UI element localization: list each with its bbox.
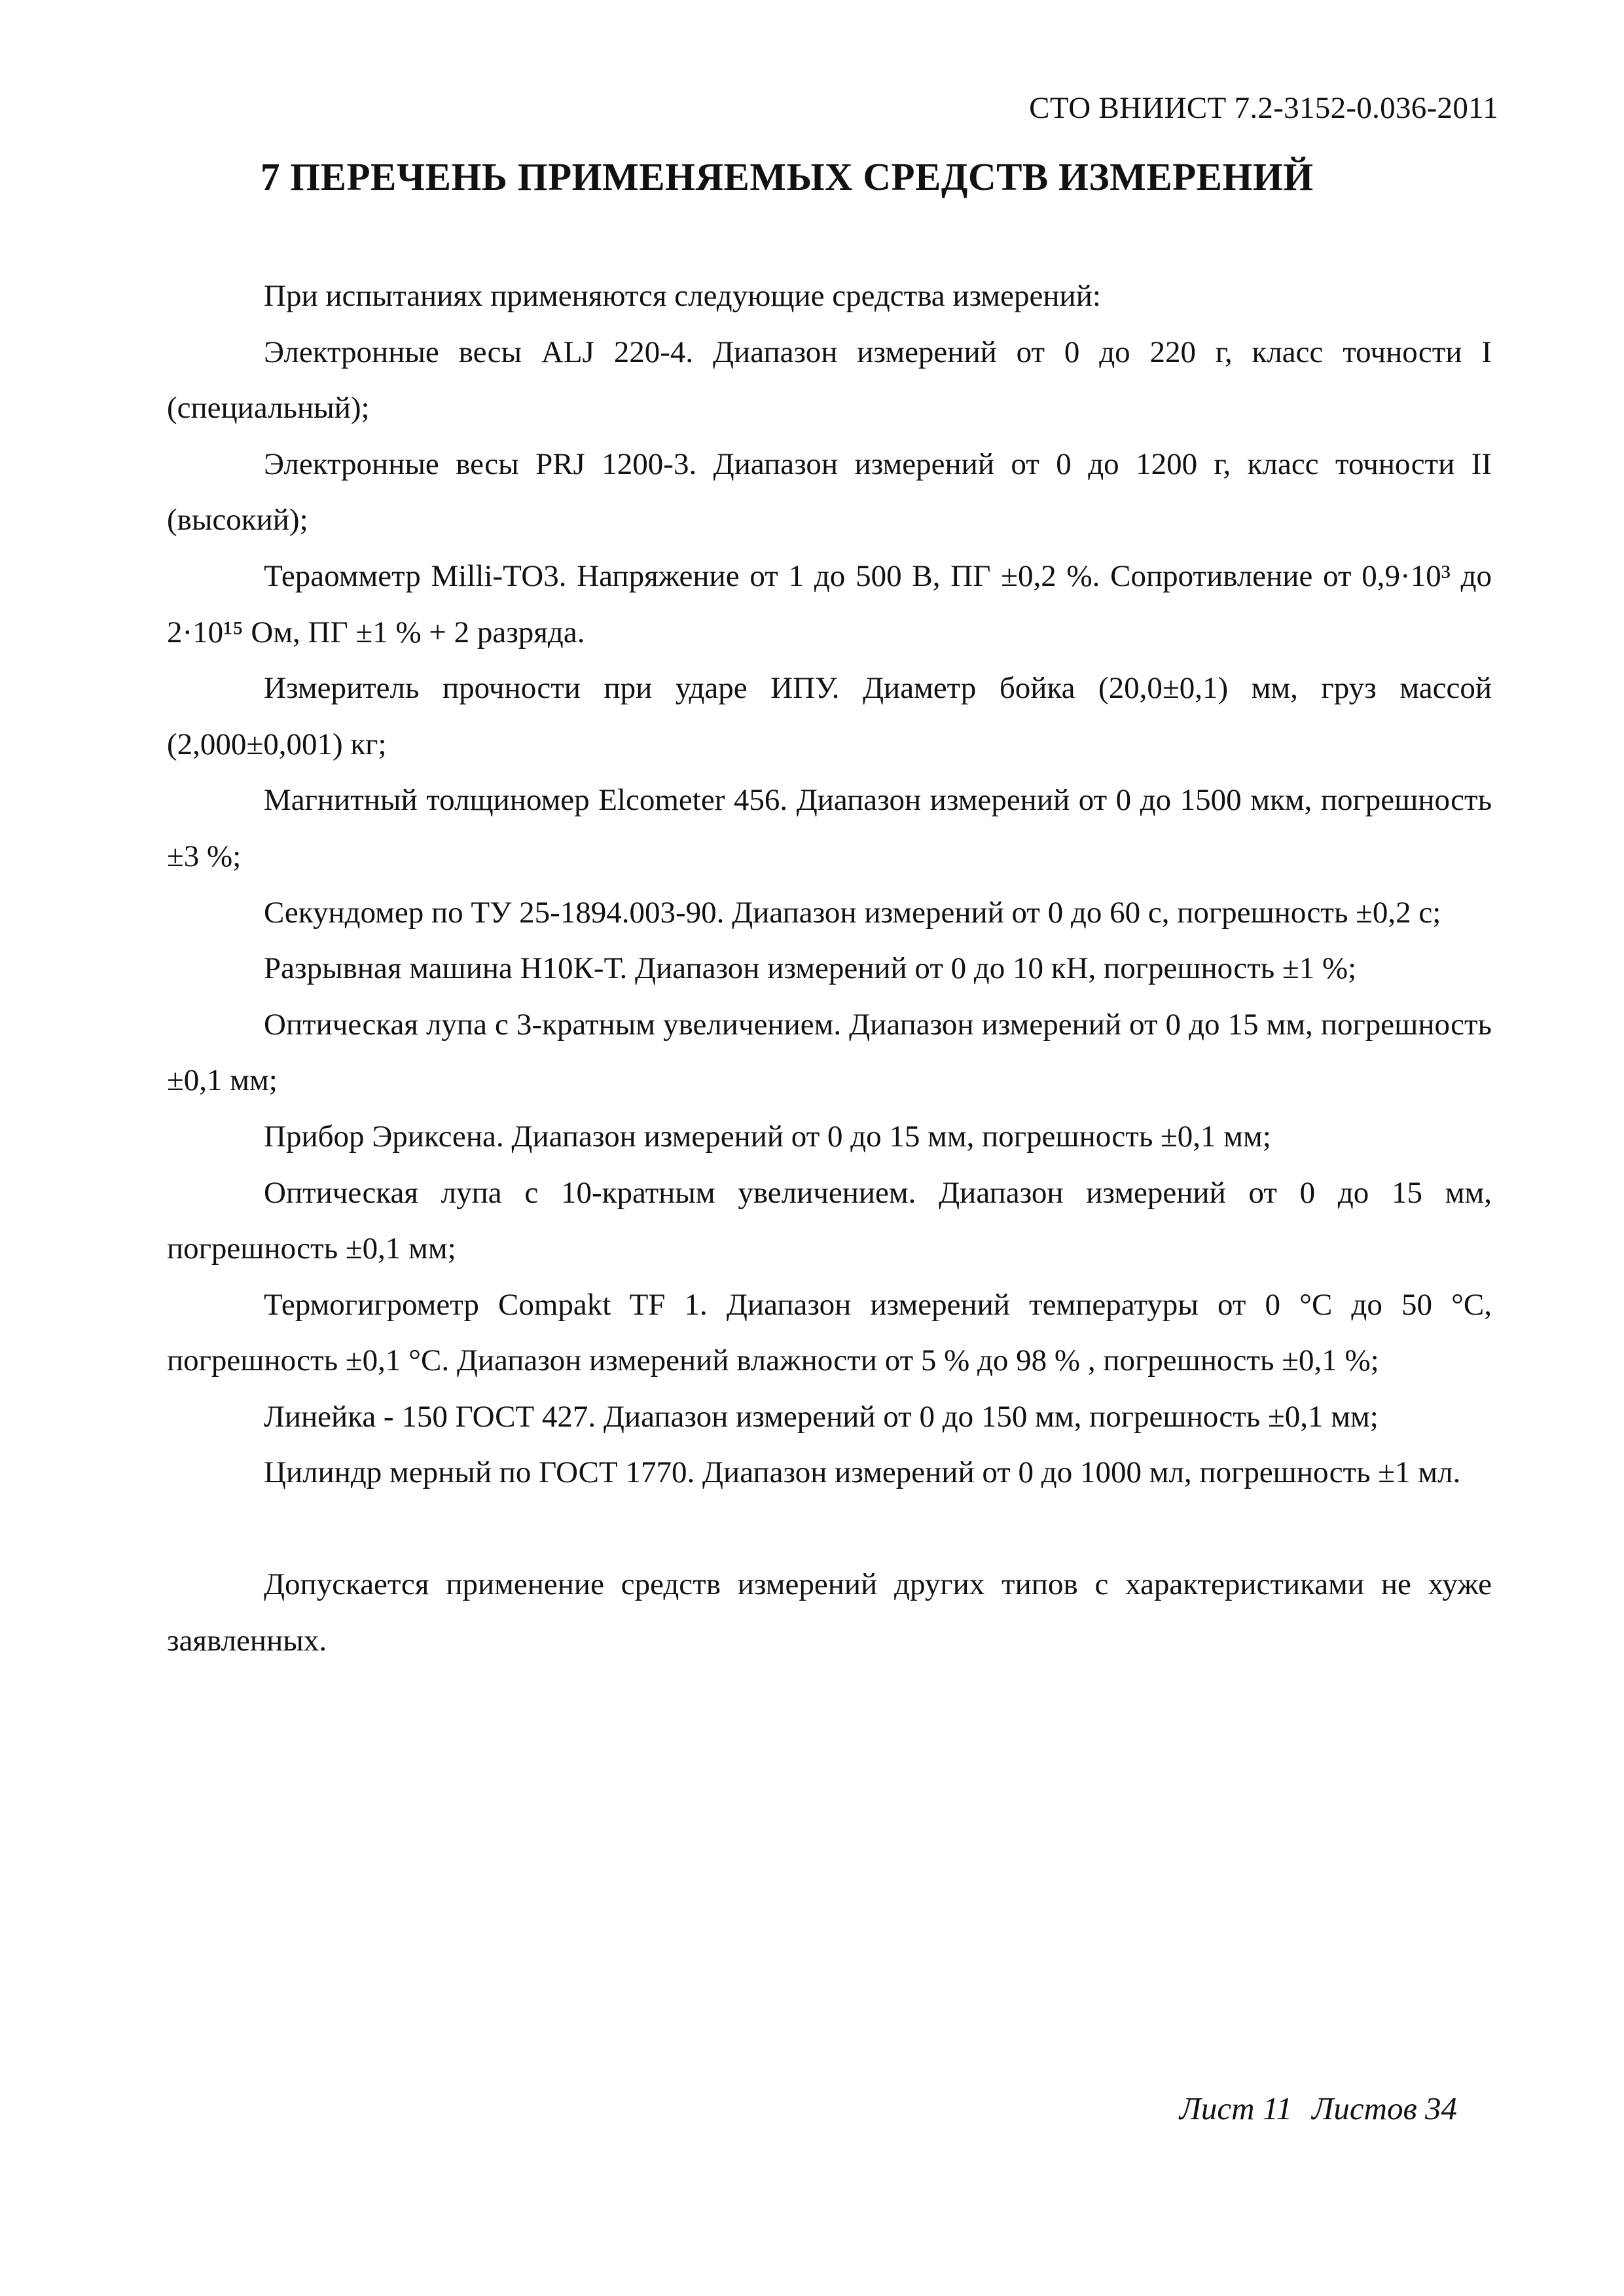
instrument-item: Разрывная машина Н10К-Т. Диапазон измерений от 0 до 10 кН, погрешность ±1 %; [264, 951, 1357, 986]
sheet-number: Лист 11 [1179, 2090, 1293, 2126]
instrument-item: Оптическая лупа с 10-кратным увеличением. Диапазон измерений от 0 до 15 мм, погрешность ±0,1 мм; [167, 1175, 1492, 1266]
page-footer [1180, 2090, 1457, 2127]
instrument-item: Магнитный толщиномер Elcometer 456. Диапазон измерений от 0 до 1500 мкм, погрешность ±3 %; [167, 783, 1492, 873]
intro-paragraph: При испытаниях применяются следующие средства измерений: [264, 279, 1101, 313]
instrument-item: Электронные весы PRJ 1200-3. Диапазон измерений от 0 до 1200 г, класс точности II (высокий); [167, 446, 1492, 538]
instrument-item: Оптическая лупа с 3-кратным увеличением. Диапазон измерений от 0 до 15 мм, погрешность ±0,1 мм; [167, 1007, 1492, 1098]
instrument-item: Электронные весы ALJ 220-4. Диапазон измерений от 0 до 220 г, класс точности I (специальный); [167, 335, 1492, 426]
closing-paragraph: Допускается применение средств измерений других типов с характеристиками не хуже заявленных. [167, 1567, 1492, 1658]
sheets-total: Листов 34 [1312, 2090, 1457, 2126]
instrument-item: Термогигрометр Compakt TF 1. Диапазон измерений температуры от 0 °С до 50 °С, погрешность ±0,1 °С. Диапазон измерений влажности от 5 % до 98 % , погрешность ±0,1 %; [167, 1287, 1492, 1378]
instrument-item: Прибор Эриксена. Диапазон измерений от 0 до 15 мм, погрешность ±0,1 мм; [264, 1119, 1271, 1154]
instrument-item: Измеритель прочности при ударе ИПУ. Диаметр бойка (20,0±0,1) мм, груз массой (2,000±0,001) кг; [167, 671, 1492, 761]
instrument-item: Цилиндр мерный по ГОСТ 1770. Диапазон измерений от 0 до 1000 мл, погрешность ±1 мл. [264, 1455, 1461, 1490]
instrument-item: Линейка - 150 ГОСТ 427. Диапазон измерений от 0 до 150 мм, погрешность ±0,1 мм; [264, 1399, 1379, 1434]
instrument-item: Секундомер по ТУ 25-1894.003-90. Диапазон измерений от 0 до 60 с, погрешность ±0,2 с; [264, 895, 1441, 930]
instrument-item: Тераомметр Milli-ТО3. Напряжение от 1 до 500 В, ПГ ±0,2 %. Сопротивление от 0,9·10³ до 2·10¹⁵ Ом, ПГ ±1 % + 2 разряда. [167, 558, 1492, 649]
section-title: 7 ПЕРЕЧЕНЬ ПРИМЕНЯЕМЫХ СРЕДСТВ ИЗМЕРЕНИЙ [261, 155, 1314, 198]
document-code: СТО ВНИИСТ 7.2-3152-0.036-2011 [1029, 91, 1498, 125]
instrument-list [167, 268, 1492, 1669]
